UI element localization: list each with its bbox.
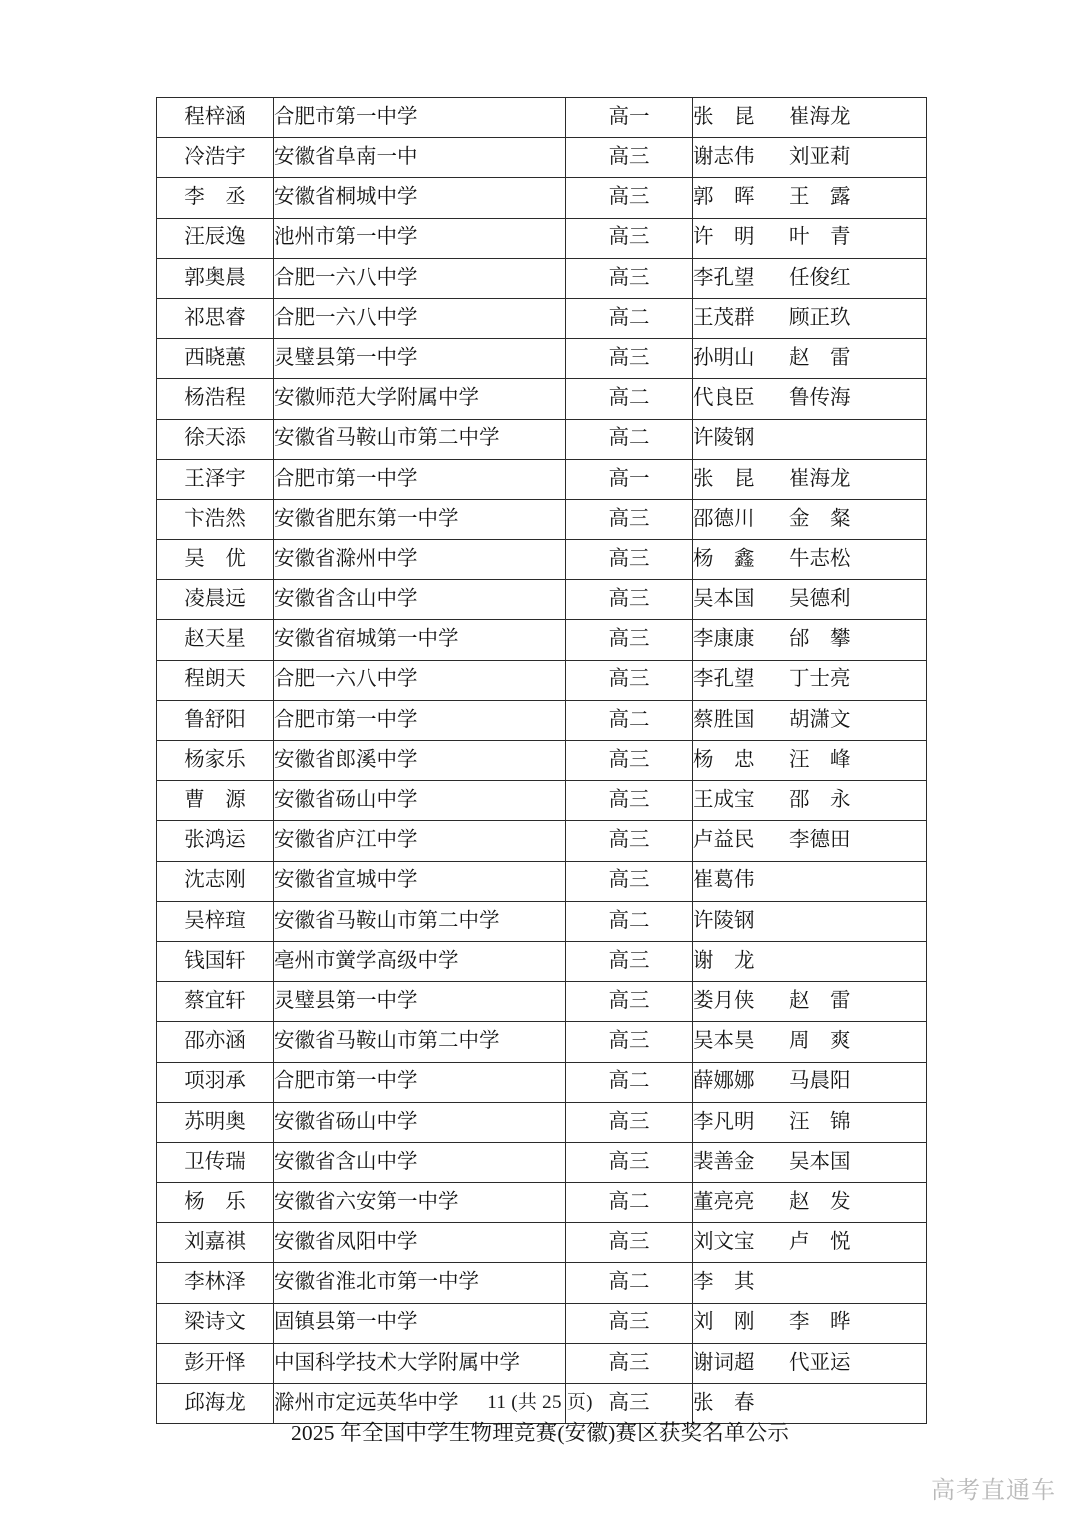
coach-name-primary: 李孔望 (693, 266, 755, 289)
student-name-cell (157, 178, 274, 218)
school-name-cell: 安徽省宿城第一中学 (274, 620, 566, 660)
student-name: 邱海龙 (184, 1391, 246, 1414)
coach-name-primary: 蔡胜国 (693, 708, 755, 731)
coach-name-primary: 谢志伟 (693, 146, 755, 169)
grade-cell: 高二 (566, 1062, 693, 1102)
coach-names-cell (693, 1102, 927, 1142)
school-name-cell: 灵璧县第一中学 (274, 339, 566, 379)
table-row (157, 1062, 927, 1102)
coach-names-cell (693, 1142, 927, 1182)
student-name: 曹 源 (184, 789, 246, 812)
student-name: 吴梓瑄 (184, 909, 246, 932)
coach-names-cell (693, 258, 927, 298)
school-name-cell: 合肥市第一中学 (274, 98, 566, 138)
student-name-cell (157, 620, 274, 660)
student-name: 张鸿运 (184, 829, 246, 852)
coach-name-secondary: 鲁传海 (789, 387, 851, 410)
coach-name-secondary: 王 露 (789, 186, 851, 209)
table-row (157, 540, 927, 580)
student-name-cell (157, 379, 274, 419)
coach-name-primary: 许陵钢 (693, 909, 755, 932)
student-name: 卫传瑞 (184, 1150, 246, 1173)
table-row (157, 741, 927, 781)
coach-name-primary: 李 其 (693, 1271, 755, 1294)
school-name-cell: 合肥一六八中学 (274, 660, 566, 700)
student-name-cell (157, 700, 274, 740)
coach-names-cell (693, 459, 927, 499)
student-name: 刘嘉祺 (184, 1231, 246, 1254)
table-row (157, 419, 927, 459)
coach-name-secondary: 赵 雷 (789, 989, 851, 1012)
student-name: 冷浩宇 (184, 146, 246, 169)
coach-names-cell (693, 1343, 927, 1383)
student-name: 吴 优 (184, 547, 246, 570)
grade-cell: 高三 (566, 941, 693, 981)
coach-name-primary: 邵德川 (693, 507, 755, 530)
student-name: 李 丞 (184, 186, 246, 209)
school-name-cell: 合肥市第一中学 (274, 700, 566, 740)
coach-name-primary: 谢 龙 (693, 949, 755, 972)
school-name-cell: 安徽省六安第一中学 (274, 1183, 566, 1223)
coach-name-secondary: 牛志松 (789, 547, 851, 570)
coach-names-cell (693, 580, 927, 620)
coach-name-primary: 董亮亮 (693, 1190, 755, 1213)
school-name-cell: 安徽师范大学附属中学 (274, 379, 566, 419)
table-row (157, 178, 927, 218)
coach-name-primary: 杨 忠 (693, 748, 755, 771)
coach-name-secondary: 吴本国 (789, 1150, 851, 1173)
coach-name-primary: 许 明 (693, 226, 755, 249)
student-name: 沈志刚 (184, 869, 246, 892)
student-name: 梁诗文 (184, 1311, 246, 1334)
coach-name-secondary: 崔海龙 (789, 467, 851, 490)
grade-cell: 高三 (566, 781, 693, 821)
coach-names-cell (693, 620, 927, 660)
coach-name-secondary: 汪 峰 (789, 748, 851, 771)
grade-cell: 高三 (566, 1102, 693, 1142)
grade-cell: 高三 (566, 1223, 693, 1263)
grade-cell: 高三 (566, 861, 693, 901)
coach-name-primary: 李康康 (693, 628, 755, 651)
school-name-cell: 安徽省郎溪中学 (274, 741, 566, 781)
table-row (157, 339, 927, 379)
student-name: 赵天星 (184, 628, 246, 651)
student-name-cell (157, 1022, 274, 1062)
student-name-cell (157, 901, 274, 941)
school-name-cell: 合肥市第一中学 (274, 1062, 566, 1102)
coach-name-primary: 刘文宝 (693, 1231, 755, 1254)
table-row (157, 499, 927, 539)
grade-cell: 高三 (566, 540, 693, 580)
student-name-cell (157, 1223, 274, 1263)
coach-name-secondary: 赵 发 (789, 1190, 851, 1213)
grade-cell: 高二 (566, 700, 693, 740)
school-name-cell: 灵璧县第一中学 (274, 982, 566, 1022)
coach-name-primary: 张 春 (693, 1391, 755, 1414)
coach-name-primary: 李孔望 (693, 668, 755, 691)
coach-names-cell (693, 178, 927, 218)
table-row (157, 700, 927, 740)
coach-name-secondary: 李 晔 (789, 1311, 851, 1334)
coach-names-cell (693, 1263, 927, 1303)
coach-name-primary: 张 昆 (693, 105, 755, 128)
coach-name-secondary: 金 粲 (789, 507, 851, 530)
coach-name-secondary: 邰 攀 (789, 628, 851, 651)
school-name-cell: 中国科学技术大学附属中学 (274, 1343, 566, 1383)
coach-name-secondary: 李德田 (789, 829, 851, 852)
student-name-cell (157, 1263, 274, 1303)
grade-cell: 高一 (566, 98, 693, 138)
coach-name-secondary: 崔海龙 (789, 105, 851, 128)
table-row (157, 901, 927, 941)
student-name-cell (157, 1183, 274, 1223)
school-name-cell: 安徽省桐城中学 (274, 178, 566, 218)
award-table-body (157, 98, 927, 1424)
student-name: 李林泽 (184, 1271, 246, 1294)
grade-cell: 高三 (566, 1384, 693, 1424)
table-row (157, 821, 927, 861)
student-name-cell (157, 98, 274, 138)
coach-name-primary: 王茂群 (693, 306, 755, 329)
table-row (157, 379, 927, 419)
grade-cell: 高三 (566, 660, 693, 700)
student-name: 蔡宜轩 (184, 989, 246, 1012)
student-name: 鲁舒阳 (184, 708, 246, 731)
grade-cell: 高三 (566, 258, 693, 298)
page-number: 11 (共 25 页) (487, 1392, 593, 1413)
coach-name-secondary: 胡潇文 (789, 708, 851, 731)
student-name-cell (157, 861, 274, 901)
coach-name-secondary: 吴德利 (789, 588, 851, 611)
student-name: 凌晨远 (184, 588, 246, 611)
table-row (157, 1183, 927, 1223)
coach-name-secondary: 赵 雷 (789, 346, 851, 369)
table-row (157, 1022, 927, 1062)
grade-cell: 高二 (566, 298, 693, 338)
student-name: 祁思睿 (184, 306, 246, 329)
coach-name-secondary: 代亚运 (789, 1351, 851, 1374)
student-name-cell (157, 540, 274, 580)
coach-name-primary: 刘 刚 (693, 1311, 755, 1334)
table-row (157, 1142, 927, 1182)
coach-name-primary: 孙明山 (693, 346, 755, 369)
coach-name-secondary: 顾正玖 (789, 306, 851, 329)
grade-cell: 高三 (566, 741, 693, 781)
school-name-cell: 安徽省凤阳中学 (274, 1223, 566, 1263)
student-name-cell (157, 1102, 274, 1142)
watermark-label: 高考直通车 (931, 1477, 1056, 1504)
grade-cell: 高二 (566, 419, 693, 459)
coach-name-primary: 许陵钢 (693, 427, 755, 450)
school-name-cell: 亳州市黉学高级中学 (274, 941, 566, 981)
table-row (157, 1263, 927, 1303)
coach-name-primary: 杨 鑫 (693, 547, 755, 570)
school-name-cell: 安徽省肥东第一中学 (274, 499, 566, 539)
coach-names-cell (693, 419, 927, 459)
student-name-cell (157, 741, 274, 781)
table-row (157, 138, 927, 178)
award-list-table (156, 97, 927, 1424)
coach-names-cell (693, 1303, 927, 1343)
table-row (157, 1102, 927, 1142)
grade-cell: 高三 (566, 1142, 693, 1182)
table-row (157, 660, 927, 700)
school-name-cell: 安徽省含山中学 (274, 1142, 566, 1182)
table-row (157, 580, 927, 620)
student-name: 杨 乐 (184, 1190, 246, 1213)
grade-cell: 高三 (566, 178, 693, 218)
school-name-cell: 合肥一六八中学 (274, 258, 566, 298)
student-name-cell (157, 660, 274, 700)
student-name-cell (157, 459, 274, 499)
table-row (157, 1223, 927, 1263)
coach-name-secondary: 刘亚莉 (789, 146, 851, 169)
student-name-cell (157, 1142, 274, 1182)
coach-name-primary: 吴本国 (693, 588, 755, 611)
grade-cell: 高三 (566, 580, 693, 620)
student-name: 西晓蕙 (184, 346, 246, 369)
coach-names-cell (693, 1183, 927, 1223)
coach-name-secondary: 丁士亮 (789, 668, 851, 691)
school-name-cell: 固镇县第一中学 (274, 1303, 566, 1343)
table-row (157, 258, 927, 298)
grade-cell: 高二 (566, 901, 693, 941)
student-name-cell (157, 258, 274, 298)
student-name: 邵亦涵 (184, 1030, 246, 1053)
page-footer (0, 1390, 1080, 1449)
school-name-cell: 安徽省庐江中学 (274, 821, 566, 861)
grade-cell: 高三 (566, 1343, 693, 1383)
coach-name-secondary: 汪 锦 (789, 1110, 851, 1133)
school-name-cell: 安徽省淮北市第一中学 (274, 1263, 566, 1303)
school-name-cell: 安徽省马鞍山市第二中学 (274, 1022, 566, 1062)
coach-names-cell (693, 901, 927, 941)
school-name-cell: 安徽省马鞍山市第二中学 (274, 901, 566, 941)
coach-name-primary: 李凡明 (693, 1110, 755, 1133)
coach-names-cell (693, 1223, 927, 1263)
student-name-cell (157, 1343, 274, 1383)
coach-names-cell (693, 540, 927, 580)
grade-cell: 高三 (566, 138, 693, 178)
grade-cell: 高三 (566, 1303, 693, 1343)
coach-name-primary: 卢益民 (693, 829, 755, 852)
grade-cell: 高三 (566, 620, 693, 660)
coach-name-primary: 谢词超 (693, 1351, 755, 1374)
coach-name-primary: 娄月侠 (693, 989, 755, 1012)
student-name-cell (157, 218, 274, 258)
table-row (157, 861, 927, 901)
table-row (157, 218, 927, 258)
school-name-cell: 安徽省砀山中学 (274, 1102, 566, 1142)
school-name-cell: 合肥一六八中学 (274, 298, 566, 338)
coach-names-cell (693, 982, 927, 1022)
table-row (157, 1303, 927, 1343)
coach-names-cell (693, 218, 927, 258)
coach-name-secondary: 卢 悦 (789, 1231, 851, 1254)
coach-names-cell (693, 499, 927, 539)
school-name-cell: 安徽省宣城中学 (274, 861, 566, 901)
student-name: 苏明奥 (184, 1110, 246, 1133)
student-name-cell (157, 821, 274, 861)
coach-name-primary: 张 昆 (693, 467, 755, 490)
grade-cell: 高三 (566, 982, 693, 1022)
coach-name-primary: 崔葛伟 (693, 869, 755, 892)
coach-name-secondary: 邵 永 (789, 789, 851, 812)
coach-names-cell (693, 781, 927, 821)
student-name: 彭开怿 (184, 1351, 246, 1374)
coach-names-cell (693, 1062, 927, 1102)
student-name: 郭奥晨 (184, 266, 246, 289)
coach-name-primary: 郭 晖 (693, 186, 755, 209)
student-name-cell (157, 781, 274, 821)
student-name-cell (157, 138, 274, 178)
grade-cell: 高三 (566, 1022, 693, 1062)
coach-name-primary: 代良臣 (693, 387, 755, 410)
student-name: 项羽承 (184, 1070, 246, 1093)
coach-name-primary: 薛娜娜 (693, 1070, 755, 1093)
coach-names-cell (693, 138, 927, 178)
student-name-cell (157, 298, 274, 338)
table-row (157, 620, 927, 660)
coach-name-secondary: 马晨阳 (789, 1070, 851, 1093)
student-name: 汪辰逸 (184, 226, 246, 249)
student-name-cell (157, 1303, 274, 1343)
coach-names-cell (693, 941, 927, 981)
coach-name-secondary: 任俊红 (789, 266, 851, 289)
grade-cell: 高三 (566, 339, 693, 379)
table-row (157, 941, 927, 981)
grade-cell: 高二 (566, 1183, 693, 1223)
coach-name-secondary: 叶 青 (789, 226, 851, 249)
student-name: 徐天添 (184, 427, 246, 450)
school-name-cell: 安徽省阜南一中 (274, 138, 566, 178)
student-name-cell (157, 1062, 274, 1102)
grade-cell: 高一 (566, 459, 693, 499)
coach-names-cell (693, 1022, 927, 1062)
student-name-cell (157, 580, 274, 620)
school-name-cell: 合肥市第一中学 (274, 459, 566, 499)
coach-name-primary: 吴本昊 (693, 1030, 755, 1053)
table-row (157, 98, 927, 138)
coach-name-primary: 裴善金 (693, 1150, 755, 1173)
student-name: 杨浩程 (184, 387, 246, 410)
student-name: 卞浩然 (184, 507, 246, 530)
grade-cell: 高三 (566, 218, 693, 258)
grade-cell: 高三 (566, 499, 693, 539)
coach-names-cell (693, 339, 927, 379)
coach-names-cell (693, 700, 927, 740)
school-name-cell: 安徽省滁州中学 (274, 540, 566, 580)
grade-cell: 高二 (566, 1263, 693, 1303)
coach-names-cell (693, 379, 927, 419)
table-row (157, 1343, 927, 1383)
table-row (157, 459, 927, 499)
grade-cell: 高二 (566, 379, 693, 419)
student-name-cell (157, 499, 274, 539)
student-name: 钱国轩 (184, 949, 246, 972)
table-row (157, 298, 927, 338)
student-name-cell (157, 982, 274, 1022)
coach-names-cell (693, 861, 927, 901)
student-name-cell (157, 941, 274, 981)
school-name-cell: 安徽省含山中学 (274, 580, 566, 620)
student-name: 王泽宇 (184, 467, 246, 490)
coach-names-cell (693, 741, 927, 781)
student-name-cell (157, 419, 274, 459)
coach-names-cell (693, 298, 927, 338)
student-name: 杨家乐 (184, 748, 246, 771)
school-name-cell: 滁州市定远英华中学 (274, 1384, 566, 1424)
document-title: 2025 年全国中学生物理竞赛(安徽)赛区获奖名单公示 (290, 1420, 790, 1445)
student-name-cell (157, 339, 274, 379)
student-name: 程梓涵 (184, 105, 246, 128)
table-row (157, 781, 927, 821)
coach-names-cell (693, 98, 927, 138)
table-row (157, 982, 927, 1022)
coach-name-secondary: 周 爽 (789, 1030, 851, 1053)
grade-cell: 高三 (566, 821, 693, 861)
coach-names-cell (693, 821, 927, 861)
student-name: 程朗天 (184, 668, 246, 691)
school-name-cell: 安徽省砀山中学 (274, 781, 566, 821)
coach-names-cell (693, 660, 927, 700)
coach-name-primary: 王成宝 (693, 789, 755, 812)
school-name-cell: 安徽省马鞍山市第二中学 (274, 419, 566, 459)
school-name-cell: 池州市第一中学 (274, 218, 566, 258)
